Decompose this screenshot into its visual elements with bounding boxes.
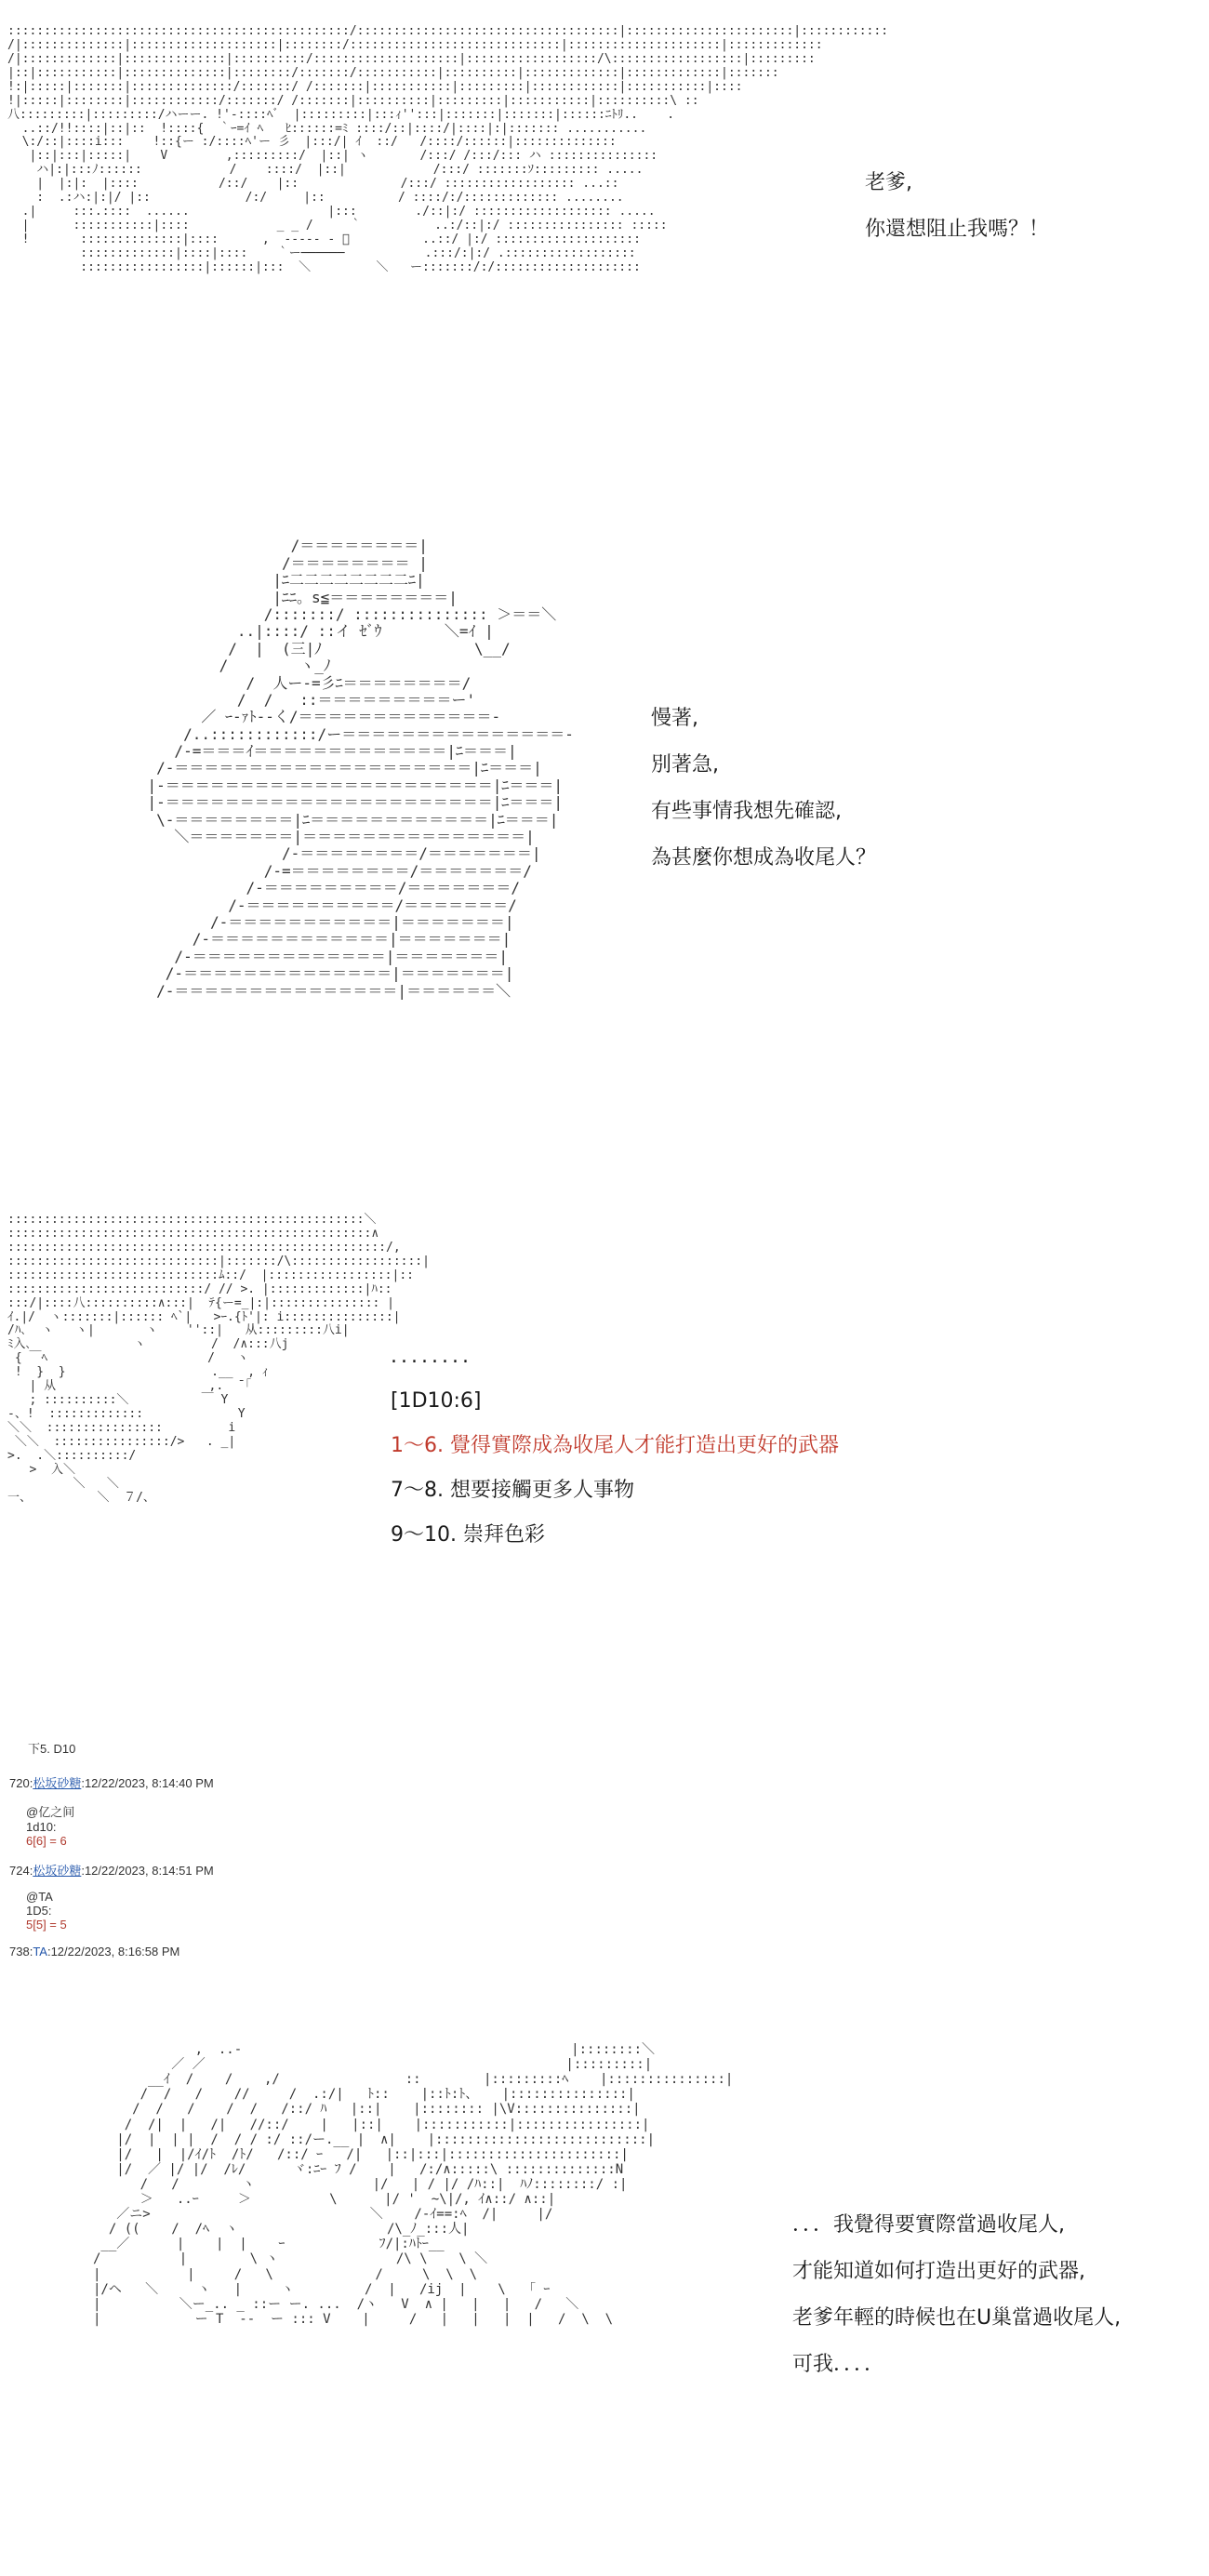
panel-1 bbox=[0, 0, 1209, 484]
ascii-art-scene-4: , ..- |::::::::＼ ／ ／ |:::::::::| __ｲ / / ,/ :: |:::::::::ﾍ |:::::::::::::::| / / / // / .:/| ﾄ:: |::ﾄ:ﾄ、 |:::::::::::::::| / / / / / /::/ ﾊ |::| |:::::::: |\V:::::::::::::::| / /| | /| //::/ | |::| |:::::::::::|::::::::::::::::| |/ | | | / / / :/ ::/ー.__ | ∧| |:::::::::::::::::::::::::::| |/ | |/ｲ/ﾄ /ﾄ/ /::/ ｰ /| |::|:::|::::::::::::::::::::::| |/ ／ |/ |/ /ﾚ/ ヾ:ﾆｰ ﾌ / | /:/∧:::::\ ::::::::::::::N / / ヽ |/ | / |/ /ﾊ::| ﾊﾉ::::::::/ :| ＞ ..ｰ ＞ \ |/ ' ~\|/, ｲ∧::/ ∧::| ／ニ> ＼ /-ｲ==:ﾍ /| |/ / (( / /ﾍ ヽ /\_ﾉ_:::人| __／ | | | ｰ ﾌ/|:ﾊﾄｰ__ / | \ ヽ /\ \ \ ＼ | | / \ / \ \ \ |/ヘ ＼ ヽ | ヽ / | /ij | \ ｢ ｰ | ＼ー_.. _ ::ー ー. ... /ヽ V ∧ | | | / ＼ | ー T -- ー ::: V | / | | | | / \ \ bbox=[93, 2042, 734, 2327]
post-date: :12/22/2023, 8:14:40 PM bbox=[81, 1776, 214, 1790]
post-738 bbox=[9, 1945, 567, 1959]
dialog-line: 可我．．．． bbox=[792, 2353, 885, 2376]
panel-3 bbox=[0, 1190, 1209, 1730]
option-2: 7～8. 想要接觸更多人事物 bbox=[391, 1479, 634, 1502]
post-header bbox=[9, 1945, 567, 1959]
post-date: :12/22/2023, 8:14:51 PM bbox=[81, 1864, 214, 1878]
dialog-box-2 bbox=[651, 709, 876, 869]
post-line: 1D5: bbox=[26, 1904, 52, 1918]
poster-name-link[interactable]: 松坂砂糖 bbox=[33, 1776, 82, 1790]
dialog-line: 為甚麼你想成為收尾人？ bbox=[651, 846, 877, 870]
roll-label: [1D10:6] bbox=[391, 1389, 482, 1413]
dialog-line: 才能知道如何打造出更好的武器, bbox=[792, 2260, 1085, 2283]
dialog-line: 有些事情我想先確認, bbox=[651, 800, 842, 823]
dialog-box-4 bbox=[792, 2215, 1121, 2375]
ascii-art-scene-1: :::::::::::::::::::::::::::::::::::::::::::::::/::::::::::::::::::::::::::::::::::::|:::::::::::::::::::::::|:::::::::::: /|::::::::::::::|::::::::::::::::::::|::::::::/:::::::::::::::::::::::::::::|:::::::::::::::::::::|::::::::::::: /|:::::::::::::|::::::::::::::|::::::::::/::::::::::::::::::::|::::::::::::::::::/\::::::::::::::::::|::::::::: |::|:::::::::::|::::::::::::::|::::::::/:::::::/:::::::::::|::::::::::|:::::::::::::|:::::::::::::|::::::: !:|:::::|:::::::|::::::::::::::/:::::::/ /:::::::|:::::::::::|:::::::::|::::::::::::|:::::::::::|:::: !|:::::|::::::::|::::::::::::/:::::::/ /:::::::|::::::::::|:::::::::|:::::::::::|::::::::::\ :: 八:::::::::|:::::::::/ハーー. !'-::::ﾍﾞ |:::::::::|:::ｨ'':::|:::::::|:::::::|::::::ﾆﾄﾘ.. . ..::/!!::::|::|:: !::::{ ｀ｰ=ｲ ﾍ ﾋ::::::=ﾐ ::::/::|::::/|::::|:|::::::: ........... \:/::|::::i::: !::{ー :/::::ﾍ'ー 彡 |:::/| ｲ ::/ /::::/::::::|:::::::::::::: |::|:::|:::::| V ,:::::::::/ |::| ヽ /:::/ /:::/::: ハ ::::::::::::::: ハ|:|:::ﾉ:::::: / ::::/ |::| /:::/ :::::::ｿ::::::::: ..... | |:|: |:::: /::/ |:: /:::/ :::::::::::::::::: ...:: : .:ハ:|:|/ |:: /:/ |:: / ::::/:/::::::::::::: ........ .| :::.:::: ...... |::: ./::|:/ ::::::::::::::::::: ..... | :::::::::::|:::: _ _ / ｀ ..:/::|:/ :::::::::::::::: ::::: ! ::::::::::::::|:::: , ‐‐‐‐‐ ‐ ﾞ ..::/ |:/ :::::::::::::::::::: :::::::::::::|::::|:::: ｀ー────── .:::/:|:/ .:::::::::::::::::: :::::::::::::::::|::::::|::: ＼ ＼ ー:::::::/:/:::::::::::::::::::: bbox=[7, 23, 889, 274]
ascii-art-scene-3: :::::::::::::::::::::::::::::::::::::::::::::::::＼ ::::::::::::::::::::::::::::::::::::::::::::::::::∧ ::::::::::::::::::::::::::::::::::::::::::::::::::::/, :::::::::::::::::::::::::::::|:::::::/\::::::::::::::::::| :::::::::::::::::::::::::::::ﾑ::/ |:::::::::::::::::|:: :::::::::::::::::::::::::::/ // >. |:::::::::::::|ﾊ:: :::/|::::八::::::::::∧:::| ﾃ{ー=_|:|::::::::::::::: | ｲ.|/ ヽ:::::::|:::::: ﾍ`| >ｰ.{ﾄ'|: i:::::::::::::::| /ﾊ､ ヽ ヽ| ヽ ''::| 从:::::::::八i| ﾐ入､ ヽ / /∧:::八j { ￣ﾍ / ヽ ! } } .__ , ｨ | 从 ,. ̄ ｢ ; ::::::::::＼ ￣ Y -、! ::::::::::::: Y ＼＼ :::::::::::::::: i ＼＼ ::::::::::::::::/> . _| >. .＼::::::::::/ > 入＼ ＼ ＼ 一、 ＼ ７/、 bbox=[7, 1212, 430, 1505]
post-720 bbox=[9, 1773, 567, 1848]
post-number: 724: bbox=[9, 1864, 33, 1878]
poster-name-link[interactable]: 松坂砂糖 bbox=[33, 1864, 82, 1878]
option-3: 9～10. 崇拜色彩 bbox=[391, 1523, 545, 1547]
dialog-line: 老爹年輕的時候也在U巢當過收尾人, bbox=[792, 2306, 1122, 2330]
post-number: 720: bbox=[9, 1776, 33, 1790]
post-header bbox=[9, 1861, 567, 1879]
dialog-line: 你還想阻止我嗎？！ bbox=[865, 218, 1050, 241]
dice-log bbox=[9, 1739, 567, 1959]
roll-result: 6[6] = 6 bbox=[26, 1834, 67, 1848]
ellipsis-text: ........ bbox=[391, 1345, 472, 1368]
dice-result-box bbox=[391, 1347, 839, 1546]
ascii-art-scene-2: /＝＝＝＝＝＝＝＝| /＝＝＝＝＝＝＝＝ | |ﾆ二二二二二二二二ﾆ| |ﾆﾆ。s≦＝＝＝＝＝＝＝＝| /:::::::/ ::::::::::::::: ＞＝＝＼ ..|::::/ ::イ ｾﾞｳ ＼=ｲ | / | (三|ﾉ \__/ / ヽ_ﾉ / 人ー-=彡ﾆ＝＝＝＝＝＝＝＝/ / / ::＝＝＝＝＝＝＝＝＝ー' ／ ｰ-ｧﾄ--く/＝＝＝＝＝＝＝＝＝＝＝＝＝- /..::::::::::::/ー＝＝＝＝＝＝＝＝＝＝＝＝＝＝＝- /-=＝＝＝ｲ＝＝＝＝＝＝＝＝＝＝＝＝＝|ﾆ＝＝＝| /-＝＝＝＝＝＝＝＝＝＝＝＝＝＝＝＝＝＝＝＝|ﾆ＝＝＝| |-＝＝＝＝＝＝＝＝＝＝＝＝＝＝＝＝＝＝＝＝＝＝|ﾆ＝＝＝| |-＝＝＝＝＝＝＝＝＝＝＝＝＝＝＝＝＝＝＝＝＝＝|ﾆ＝＝＝| \-＝＝＝＝＝＝＝＝|ﾆ＝＝＝＝＝＝＝＝＝＝＝＝|ﾆ＝＝＝| ＼＝＝＝＝＝＝＝|＝＝＝＝＝＝＝＝＝＝＝＝＝＝＝| /-＝＝＝＝＝＝＝＝/＝＝＝＝＝＝＝| /-=＝＝＝＝＝＝＝＝/＝＝＝＝＝＝＝/ /-＝＝＝＝＝＝＝＝＝/＝＝＝＝＝＝＝/ /-＝＝＝＝＝＝＝＝＝＝/＝＝＝＝＝＝＝/ /-＝＝＝＝＝＝＝＝＝＝＝|＝＝＝＝＝＝＝| /-＝＝＝＝＝＝＝＝＝＝＝＝|＝＝＝＝＝＝＝| /-＝＝＝＝＝＝＝＝＝＝＝＝＝|＝＝＝＝＝＝＝| /-＝＝＝＝＝＝＝＝＝＝＝＝＝＝|＝＝＝＝＝＝＝| /-＝＝＝＝＝＝＝＝＝＝＝＝＝＝＝|＝＝＝＝＝＝＼ bbox=[147, 537, 574, 1000]
panel-4 bbox=[0, 2018, 1209, 2576]
post-724 bbox=[9, 1861, 567, 1932]
dialog-line: 慢著, bbox=[651, 707, 698, 730]
dialog-line: ．．．我覺得要實際當過收尾人, bbox=[792, 2213, 1065, 2237]
post-date: :12/22/2023, 8:16:58 PM bbox=[46, 1945, 180, 1959]
post-header bbox=[9, 1773, 567, 1791]
post-line: @亿之间 bbox=[26, 1805, 75, 1819]
post-line: 1d10: bbox=[26, 1820, 57, 1834]
option-1-highlighted: 1～6. 覺得實際成為收尾人才能打造出更好的武器 bbox=[391, 1434, 839, 1457]
roll-result: 5[5] = 5 bbox=[26, 1918, 67, 1932]
dialog-box-1 bbox=[865, 173, 1049, 240]
poster-name-link[interactable]: TA bbox=[33, 1945, 47, 1959]
post-number: 738: bbox=[9, 1945, 33, 1959]
post-line: @TA bbox=[26, 1890, 53, 1904]
dialog-line: 別著急, bbox=[651, 753, 719, 777]
panel-2 bbox=[0, 502, 1209, 1172]
dialog-line: 老爹, bbox=[865, 171, 912, 194]
log-header: 下5. D10 bbox=[28, 1742, 76, 1756]
